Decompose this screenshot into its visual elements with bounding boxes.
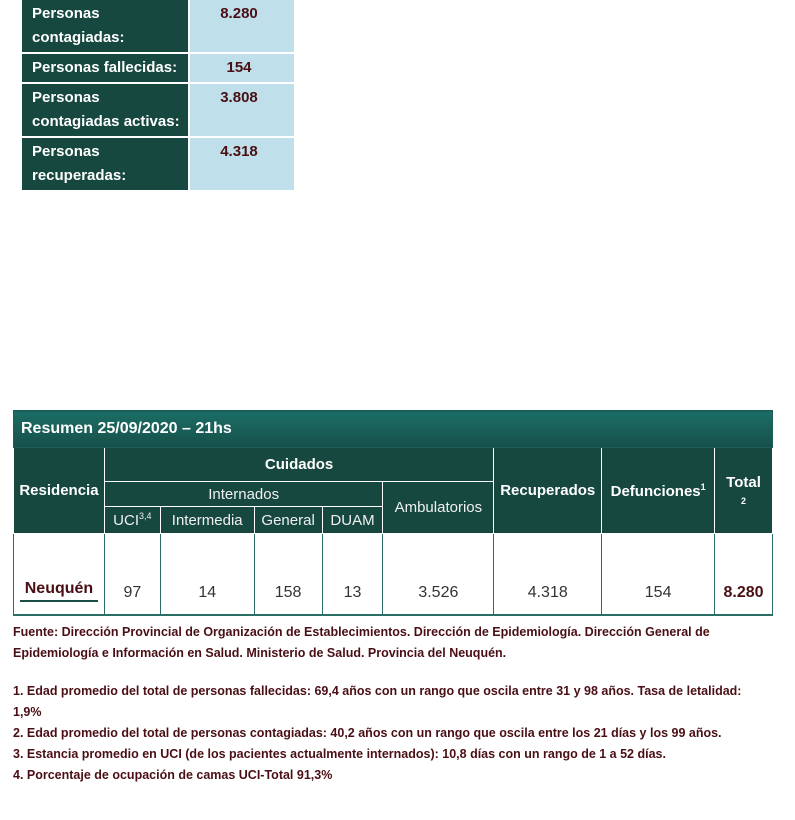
residencia-value: Neuquén (20, 580, 98, 602)
summary-row (22, 83, 294, 137)
defunciones-footnote: 1 (700, 481, 706, 492)
summary-value: 154 (189, 53, 294, 83)
summary-label: Personas contagiadas: (22, 0, 189, 53)
summary-label: Personas fallecidas: (22, 53, 189, 83)
residencia-cell (14, 534, 105, 616)
footnote-item: 3. Estancia promedio en UCI (de los pacientes actualmente internados): 10,8 días con un rango de 1 a 52 días. (13, 747, 666, 761)
summary-value: 8.280 (189, 0, 294, 53)
table-row (14, 534, 773, 616)
residencia-header: Residencia (14, 448, 105, 534)
summary-value: 4.318 (189, 137, 294, 191)
footnote-item: 4. Porcentaje de ocupación de camas UCI-Total 91,3% (13, 768, 333, 782)
uci-footnote: 3,4 (139, 511, 152, 521)
total-header (715, 448, 773, 534)
header-row (14, 448, 773, 482)
ambulatorios-cell: 3.526 (383, 534, 494, 616)
total-footnote: 2 (741, 495, 747, 506)
duam-header: DUAM (322, 507, 383, 534)
general-cell: 158 (254, 534, 322, 616)
summary-row (22, 137, 294, 191)
footnote-item: 1. Edad promedio del total de personas fallecidas: 69,4 años con un rango que oscila entre 31 y 98 años. Tasa de letalidad: 1,9% (13, 684, 742, 719)
summary-label: Personas recuperadas: (22, 137, 189, 191)
summary-row (22, 53, 294, 83)
defunciones-label: Defunciones (610, 482, 701, 500)
report-table (13, 410, 773, 616)
general-header: General (254, 507, 322, 534)
uci-label: UCI (113, 512, 140, 529)
footnotes (13, 622, 773, 786)
defunciones-cell: 154 (602, 534, 715, 616)
uci-header (104, 507, 160, 534)
total-label: Total (726, 473, 761, 491)
uci-cell: 97 (104, 534, 160, 616)
report-title-row (14, 411, 773, 448)
defunciones-header (602, 448, 715, 534)
summary-value: 3.808 (189, 83, 294, 137)
intermedia-cell: 14 (160, 534, 254, 616)
source-note: Fuente: Dirección Provincial de Organización de Establecimientos. Dirección de Epidemiología. Dirección General de Epidemiología e Información en Salud. Ministerio de Salud. Provincia del Neuquén. (13, 625, 710, 660)
summary-label: Personas contagiadas activas: (22, 83, 189, 137)
summary-row (22, 0, 294, 53)
ambulatorios-header: Ambulatorios (383, 482, 494, 534)
recuperados-header: Recuperados (494, 448, 602, 534)
footnote-item: 2. Edad promedio del total de personas contagiadas: 40,2 años con un rango que oscila entre los 21 días y los 99 años. (13, 726, 722, 740)
recuperados-cell: 4.318 (494, 534, 602, 616)
internados-header: Internados (104, 482, 383, 507)
cuidados-header: Cuidados (104, 448, 493, 482)
summary-table (22, 0, 294, 192)
intermedia-header: Intermedia (160, 507, 254, 534)
report-title: Resumen 25/09/2020 – 21hs (14, 411, 773, 448)
duam-cell: 13 (322, 534, 383, 616)
total-cell: 8.280 (715, 534, 773, 616)
